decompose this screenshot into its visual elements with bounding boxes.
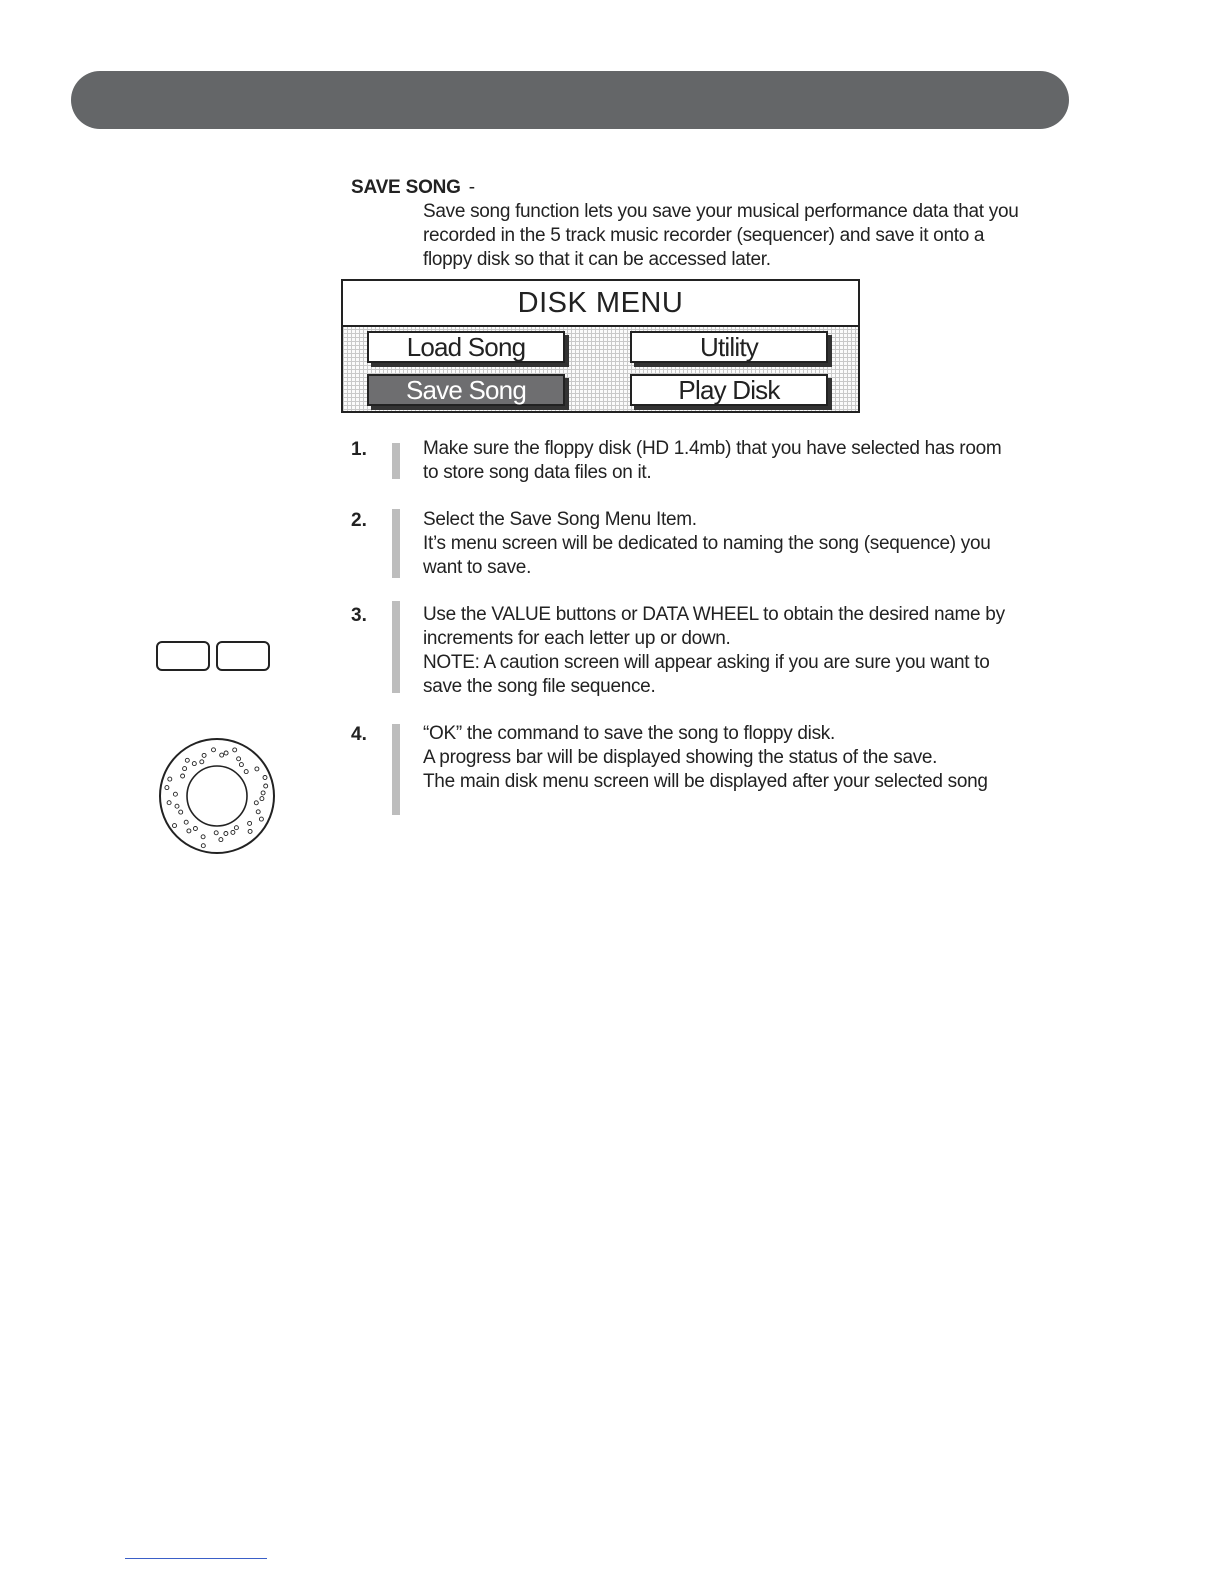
value-down-button-icon (156, 641, 210, 671)
step-bar (392, 724, 400, 815)
step-line: It’s menu screen will be dedicated to naming the song (sequence) you (423, 533, 991, 554)
section-dash: - (468, 177, 475, 198)
step-line: Select the Save Song Menu Item. (423, 509, 697, 530)
step-line: NOTE: A caution screen will appear asking if you are sure you want to (423, 652, 990, 673)
step-bar (392, 443, 400, 479)
load-song-button[interactable]: Load Song (367, 331, 565, 363)
disk-menu-screen (341, 279, 860, 413)
step-number: 2. (351, 510, 367, 531)
wheel-hub (187, 766, 247, 826)
step-line: to store song data files on it. (423, 462, 652, 483)
step-line: increments for each letter up or down. (423, 628, 731, 649)
utility-button[interactable]: Utility (630, 331, 828, 363)
step-bar (392, 601, 400, 693)
intro-line: floppy disk so that it can be accessed later. (423, 249, 771, 270)
step-line: A progress bar will be displayed showing the status of the save. (423, 747, 938, 768)
section-title: SAVE SONG (351, 177, 461, 198)
save-song-button[interactable]: Save Song (367, 374, 565, 406)
step-line: save the song file sequence. (423, 676, 656, 697)
intro-line: Save song function lets you save your musical performance data that you (423, 201, 1019, 222)
footer-rule (125, 1558, 267, 1559)
disk-menu-title: DISK MENU (343, 281, 858, 327)
step-line: “OK” the command to save the song to floppy disk. (423, 723, 835, 744)
step-line: The main disk menu screen will be displayed after your selected song (423, 771, 988, 792)
play-disk-button[interactable]: Play Disk (630, 374, 828, 406)
step-number: 3. (351, 605, 367, 626)
step-text (423, 722, 1063, 794)
step-number: 1. (351, 439, 367, 460)
step-number: 4. (351, 724, 367, 745)
step-bar (392, 509, 400, 578)
section-heading (351, 177, 475, 199)
value-up-button-icon (216, 641, 270, 671)
intro-paragraph (423, 200, 1063, 272)
data-wheel-icon (156, 735, 278, 857)
step-text (423, 508, 1063, 580)
intro-line: recorded in the 5 track music recorder (sequencer) and save it onto a (423, 225, 985, 246)
step-text (423, 437, 1063, 485)
header-bar (71, 71, 1069, 129)
step-text (423, 603, 1063, 699)
step-line: Make sure the floppy disk (HD 1.4mb) that you have selected has room (423, 438, 1002, 459)
step-line: Use the VALUE buttons or DATA WHEEL to obtain the desired name by (423, 604, 1005, 625)
step-line: want to save. (423, 557, 532, 578)
